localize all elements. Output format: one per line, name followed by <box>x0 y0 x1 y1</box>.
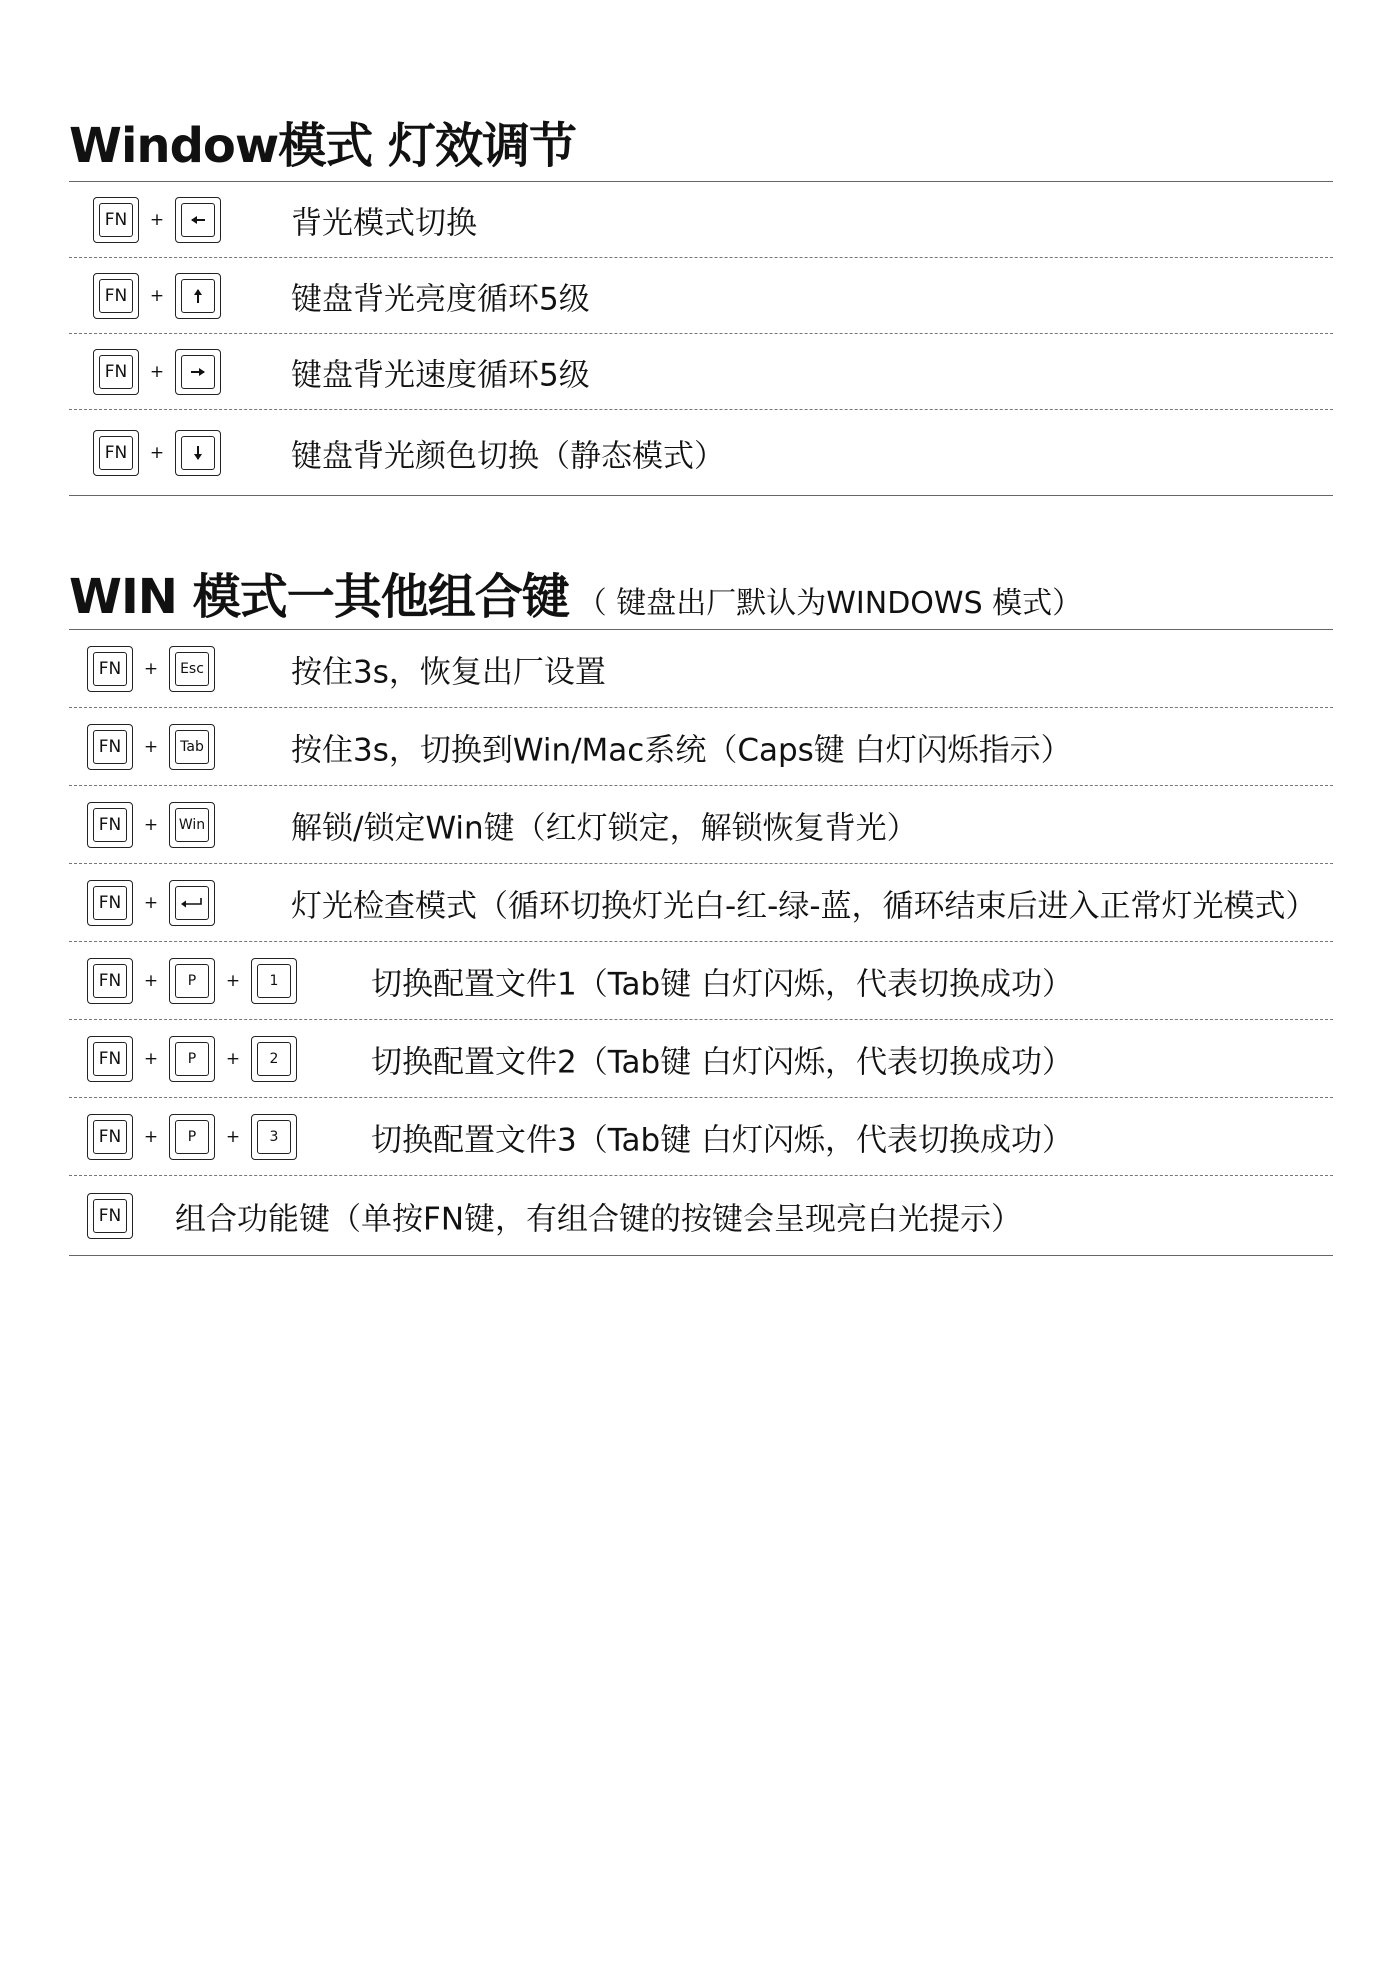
plus-sign: + <box>143 1048 159 1069</box>
shortcut-row <box>69 1176 1333 1256</box>
key-fn: FN <box>87 724 133 770</box>
shortcut-row <box>69 786 1333 864</box>
key-left-arrow <box>175 197 221 243</box>
section-note: （ 键盘出厂默认为WINDOWS 模式） <box>576 586 1083 621</box>
key-combo <box>87 1114 297 1160</box>
down-arrow-icon <box>188 443 208 463</box>
key-p: P <box>169 958 215 1004</box>
shortcut-row <box>69 182 1333 258</box>
plus-sign: + <box>225 1048 241 1069</box>
shortcut-description: 按住3s，切换到Win/Mac系统（Caps键 白灯闪烁指示） <box>291 732 1072 768</box>
plus-sign: + <box>149 209 165 230</box>
key-right-arrow <box>175 349 221 395</box>
section-title-text: WIN 模式一其他组合键 <box>69 569 569 625</box>
key-fn: FN <box>87 802 133 848</box>
shortcut-row <box>69 630 1333 708</box>
section-title <box>69 569 1083 625</box>
right-arrow-icon <box>188 362 208 382</box>
plus-sign: + <box>149 285 165 306</box>
key-fn: FN <box>87 1114 133 1160</box>
plus-sign: + <box>225 1126 241 1147</box>
section-title-text: Window模式 灯效调节 <box>69 118 576 174</box>
shortcut-row <box>69 864 1333 942</box>
plus-sign: + <box>143 658 159 679</box>
key-fn: FN <box>87 958 133 1004</box>
key-esc: Esc <box>169 646 215 692</box>
plus-sign: + <box>143 1126 159 1147</box>
plus-sign: + <box>149 442 165 463</box>
key-enter <box>169 880 215 926</box>
key-combo <box>87 724 215 770</box>
key-combo <box>87 880 215 926</box>
key-combo <box>87 646 215 692</box>
plus-sign: + <box>149 361 165 382</box>
plus-sign: + <box>143 814 159 835</box>
key-2: 2 <box>251 1036 297 1082</box>
key-combo <box>87 958 297 1004</box>
key-fn: FN <box>87 646 133 692</box>
key-fn: FN <box>93 349 139 395</box>
key-combo <box>87 802 215 848</box>
key-fn: FN <box>93 273 139 319</box>
key-up-arrow <box>175 273 221 319</box>
key-fn: FN <box>93 430 139 476</box>
shortcut-row <box>69 942 1333 1020</box>
key-p: P <box>169 1114 215 1160</box>
up-arrow-icon <box>188 286 208 306</box>
key-combo <box>93 349 221 395</box>
key-down-arrow <box>175 430 221 476</box>
key-1: 1 <box>251 958 297 1004</box>
shortcut-description: 切换配置文件2（Tab键 白灯闪烁，代表切换成功） <box>371 1044 1074 1080</box>
shortcut-description: 切换配置文件3（Tab键 白灯闪烁，代表切换成功） <box>371 1122 1074 1158</box>
shortcut-description: 按住3s，恢复出厂设置 <box>291 654 606 690</box>
shortcut-description: 背光模式切换 <box>291 205 477 241</box>
left-arrow-icon <box>188 210 208 230</box>
key-combo <box>93 430 221 476</box>
key-tab: Tab <box>169 724 215 770</box>
shortcut-description: 解锁/锁定Win键（红灯锁定，解锁恢复背光） <box>291 810 918 846</box>
enter-icon <box>179 893 205 913</box>
key-3: 3 <box>251 1114 297 1160</box>
shortcut-row <box>69 334 1333 410</box>
plus-sign: + <box>143 892 159 913</box>
shortcut-row <box>69 1098 1333 1176</box>
shortcut-row <box>69 410 1333 496</box>
key-win: Win <box>169 802 215 848</box>
shortcut-description: 切换配置文件1（Tab键 白灯闪烁，代表切换成功） <box>371 966 1074 1002</box>
key-combo <box>93 197 221 243</box>
key-combo <box>87 1193 133 1239</box>
shortcut-description: 组合功能键（单按FN键，有组合键的按键会呈现亮白光提示） <box>175 1201 1023 1237</box>
shortcut-row <box>69 1020 1333 1098</box>
key-p: P <box>169 1036 215 1082</box>
key-combo <box>93 273 221 319</box>
section-title <box>69 118 576 174</box>
shortcut-description: 键盘背光颜色切换（静态模式） <box>291 438 725 474</box>
key-fn: FN <box>87 1193 133 1239</box>
key-fn: FN <box>87 1036 133 1082</box>
shortcut-row <box>69 708 1333 786</box>
shortcut-description: 灯光检查模式（循环切换灯光白-红-绿-蓝，循环结束后进入正常灯光模式） <box>291 888 1317 924</box>
key-fn: FN <box>93 197 139 243</box>
plus-sign: + <box>143 970 159 991</box>
key-fn: FN <box>87 880 133 926</box>
shortcut-description: 键盘背光速度循环5级 <box>291 357 590 393</box>
shortcut-description: 键盘背光亮度循环5级 <box>291 281 590 317</box>
key-combo <box>87 1036 297 1082</box>
plus-sign: + <box>225 970 241 991</box>
plus-sign: + <box>143 736 159 757</box>
shortcut-row <box>69 258 1333 334</box>
